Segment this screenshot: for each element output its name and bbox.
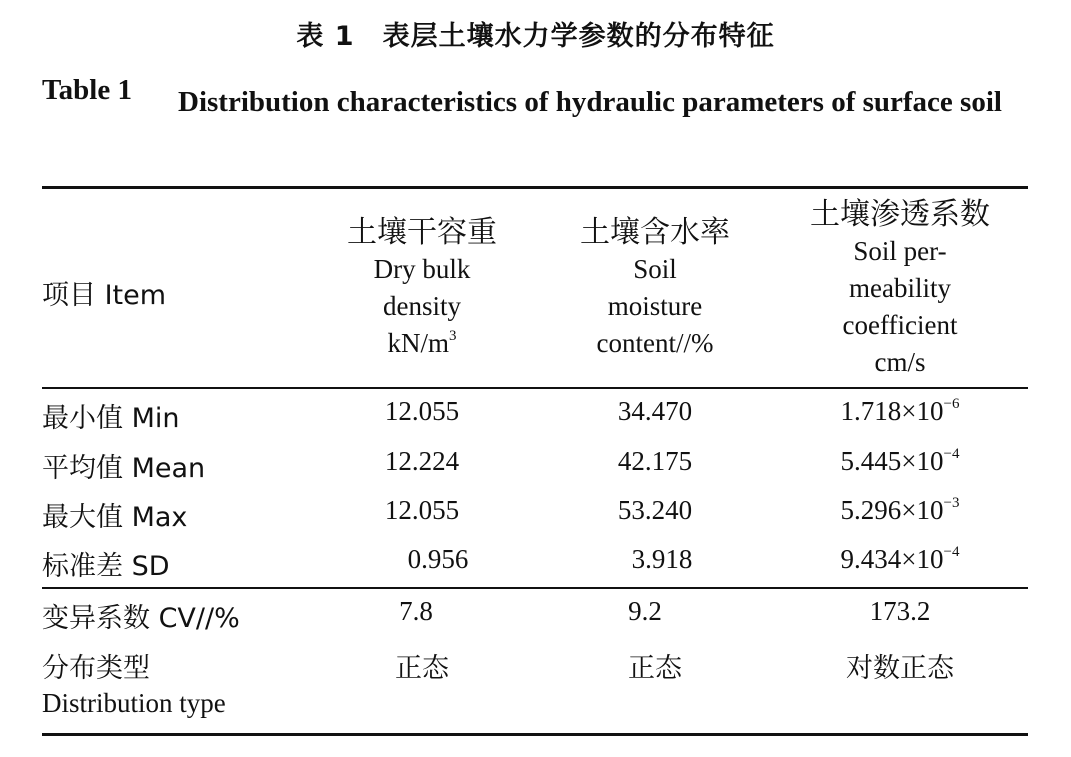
cell-value: 3.918	[631, 544, 693, 574]
cell-value: 对数正态	[846, 653, 954, 684]
header-unit-base: kN/m	[387, 328, 449, 358]
row-label-en: Distribution type	[42, 688, 226, 718]
table-top-rule	[42, 186, 1028, 189]
header-dry-bulk-density	[322, 214, 522, 362]
cell-value-exponent: −4	[943, 544, 960, 560]
header-cn: 土壤渗透系数	[810, 197, 990, 232]
table-caption-en-text: Distribution characteristics of hydraulic parameters of surface soil	[178, 86, 1002, 118]
header-en-line: density	[383, 291, 461, 321]
row-label: 变异系数 CV//%	[42, 603, 240, 634]
cell-value	[790, 396, 1010, 427]
cell-value: 9.2	[628, 596, 662, 626]
cell-value-base: 5.445×10	[840, 446, 944, 476]
header-soil-moisture	[555, 214, 755, 362]
cell-value: 12.055	[384, 396, 460, 426]
cell-value: 12.055	[384, 495, 460, 525]
cell-value: 正态	[395, 653, 449, 684]
cell-value-base: 5.296×10	[840, 495, 944, 525]
header-en-line: Dry bulk	[373, 254, 471, 284]
cell-value: 173.2	[869, 596, 931, 626]
row-label-cn: 分布类型	[42, 653, 150, 684]
table-bottom-rule	[42, 733, 1028, 736]
header-en-line: meability	[849, 273, 951, 303]
header-cn: 土壤干容重	[347, 215, 497, 250]
cell-value-base: 9.434×10	[840, 544, 944, 574]
header-en-line: Soil per-	[853, 236, 947, 266]
cell-value-base: 1.718×10	[840, 396, 944, 426]
header-item: 项目 Item	[42, 280, 167, 311]
row-label: 平均值 Mean	[42, 453, 206, 484]
stats-bottom-rule	[42, 587, 1028, 589]
cell-value: 0.956	[407, 544, 469, 574]
row-label: 最小值 Min	[42, 403, 180, 434]
header-en-line: Soil	[633, 254, 677, 284]
cell-value-exponent: −3	[943, 495, 960, 511]
header-en-line: content//%	[596, 328, 714, 358]
header-cn: 土壤含水率	[580, 215, 730, 250]
cell-value: 34.470	[617, 396, 693, 426]
header-en-line: moisture	[607, 291, 703, 321]
header-unit-sup: 3	[449, 328, 457, 344]
header-unit	[322, 325, 522, 362]
header-en-line: coefficient	[842, 310, 958, 340]
cell-value-exponent: −6	[943, 396, 960, 412]
cell-value	[790, 544, 1010, 575]
header-en-line: cm/s	[874, 347, 926, 377]
row-label: 标准差 SD	[42, 551, 170, 582]
cell-value	[790, 446, 1010, 477]
cell-value: 12.224	[384, 446, 460, 476]
row-label: 最大值 Max	[42, 502, 188, 533]
cell-value: 53.240	[617, 495, 693, 525]
cell-value: 正态	[628, 653, 682, 684]
cell-value	[790, 495, 1010, 526]
table-caption-en-label: Table 1	[42, 74, 132, 106]
table-caption-cn: 表 1 表层土壤水力学参数的分布特征	[296, 21, 775, 52]
header-bottom-rule	[42, 387, 1028, 389]
header-soil-permeability	[790, 196, 1010, 381]
cell-value-exponent: −4	[943, 446, 960, 462]
cell-value: 42.175	[617, 446, 693, 476]
cell-value: 7.8	[399, 596, 433, 626]
